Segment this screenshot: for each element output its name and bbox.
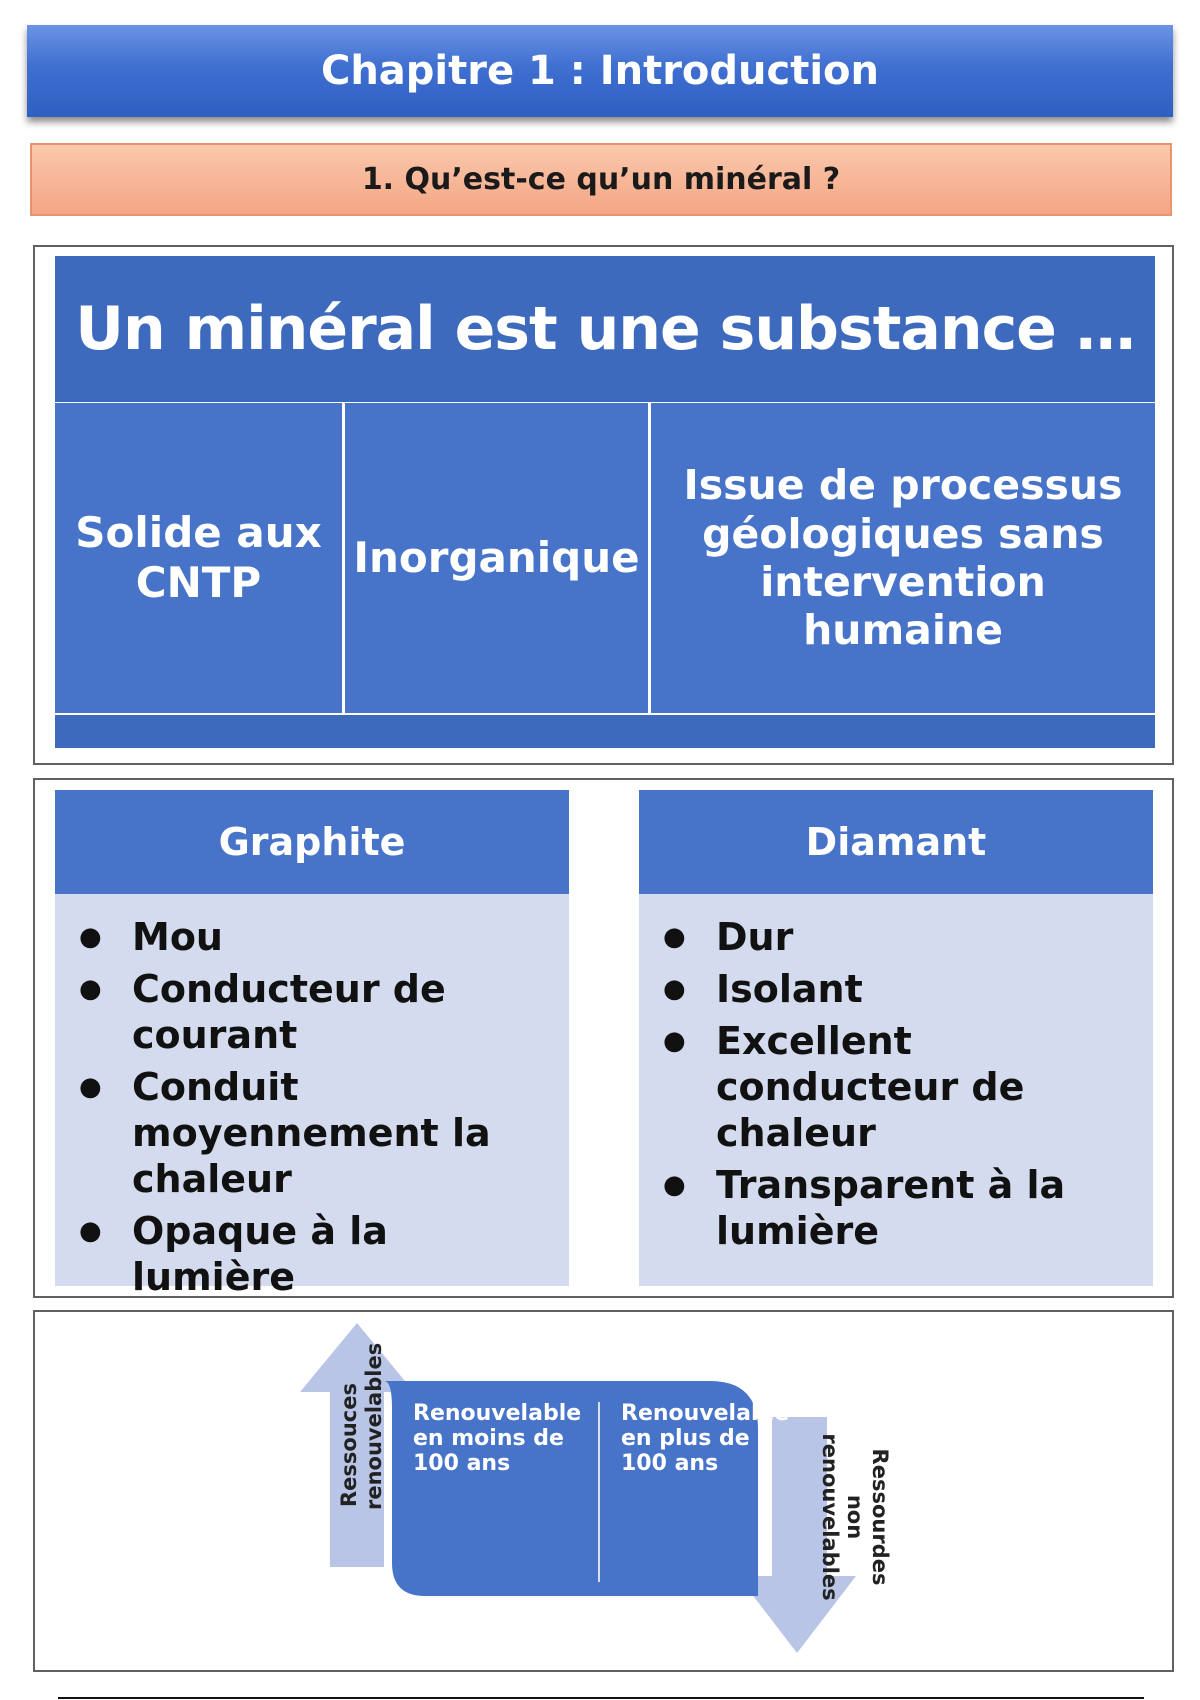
bullet-icon: ● <box>79 1072 102 1102</box>
diamant-header <box>639 790 1153 894</box>
diamant-list <box>659 914 1133 1254</box>
graphite-item-soft: Mou <box>132 915 223 959</box>
section-subtitle: 1. Qu’est-ce qu’un minéral ? <box>361 162 841 197</box>
bullet-icon: ● <box>663 922 686 952</box>
list-item <box>659 914 1133 960</box>
nonrenewable-resources-label <box>818 1397 892 1637</box>
renewable-resources-label <box>337 1342 387 1545</box>
diamant-panel <box>639 894 1153 1286</box>
graphite-item-opaque: Opaque à la lumière <box>132 1209 388 1299</box>
diamant-item-heat: Excellent conducteur de chaleur <box>716 1019 1025 1155</box>
bottom-divider <box>58 1697 1144 1699</box>
graphite-title: Graphite <box>218 820 406 864</box>
section-subtitle-banner <box>30 143 1172 216</box>
graphite-item-heat: Conduit moyennement la chaleur <box>132 1065 491 1201</box>
definition-cell-inorganic: Inorganique <box>345 403 648 713</box>
list-item <box>75 914 549 960</box>
renewable-resources-text: Ressouces renouvelables <box>337 1342 386 1510</box>
bullet-icon: ● <box>663 1026 686 1056</box>
graphite-list <box>75 914 549 1300</box>
list-item <box>75 1064 549 1202</box>
definition-cell-solid: Solide aux CNTP <box>55 403 342 713</box>
nonrenewable-resources-text: Ressourdes non renouvelables <box>818 1433 892 1601</box>
chapter-title: Chapitre 1 : Introduction <box>320 48 880 94</box>
list-item <box>75 966 549 1058</box>
graphite-item-conductor: Conducteur de courant <box>132 967 446 1057</box>
bullet-icon: ● <box>663 974 686 1004</box>
renewable-under-100-text: Renouvelable en moins de 100 ans <box>413 1401 582 1476</box>
list-item <box>75 1208 549 1300</box>
bullet-icon: ● <box>79 1216 102 1246</box>
list-item <box>659 1018 1133 1156</box>
definition-footer-band <box>55 715 1155 748</box>
bullet-icon: ● <box>663 1170 686 1200</box>
list-item <box>659 1162 1133 1254</box>
diamant-item-insulator: Isolant <box>716 967 863 1011</box>
definition-cell-geological: Issue de processus géologiques sans intervention humaine <box>651 403 1155 713</box>
bullet-icon: ● <box>79 974 102 1004</box>
diamant-item-transparent: Transparent à la lumière <box>716 1163 1066 1253</box>
graphite-panel <box>55 894 569 1299</box>
definition-heading: Un minéral est une substance … <box>55 256 1155 402</box>
diamant-item-hard: Dur <box>716 915 794 959</box>
graphite-header <box>55 790 569 894</box>
chapter-title-banner <box>27 25 1173 117</box>
diamant-title: Diamant <box>805 820 987 864</box>
renewable-over-100-text: Renouvelable en plus de 100 ans <box>621 1401 790 1476</box>
bullet-icon: ● <box>79 922 102 952</box>
list-item <box>659 966 1133 1012</box>
